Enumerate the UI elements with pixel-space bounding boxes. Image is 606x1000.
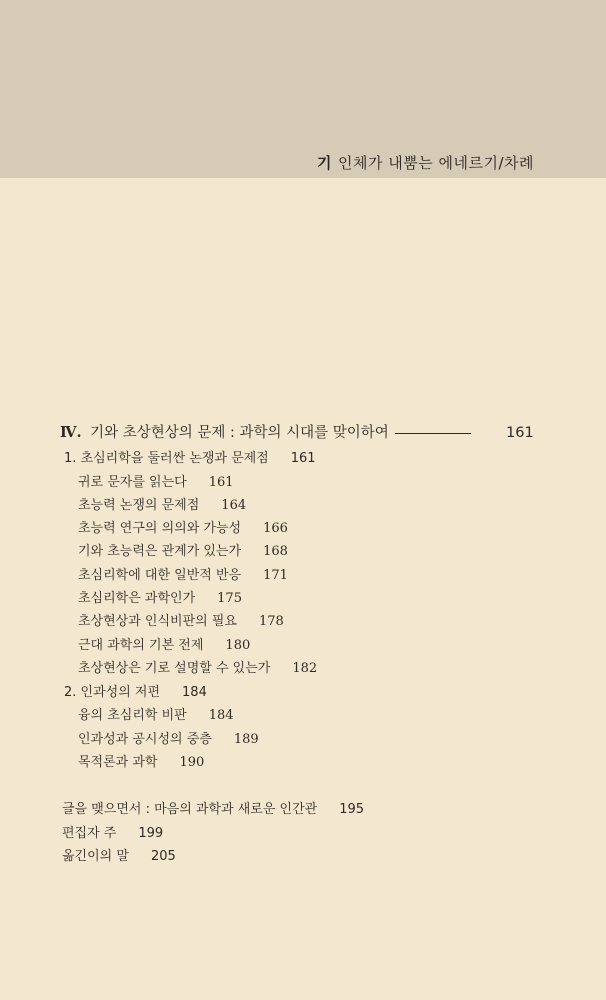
chapter-title: 2. 인과성의 저편 (64, 685, 161, 700)
section-title: 초상현상은 기로 설명할 수 있는가 (78, 661, 271, 676)
toc-section (78, 638, 250, 654)
section-title: 융의 초심리학 비판 (78, 708, 187, 723)
toc-back-matter (62, 826, 163, 842)
toc-section (78, 591, 242, 607)
toc-section (78, 732, 259, 748)
section-title: 기와 초능력은 관계가 있는가 (78, 544, 242, 559)
part-title: 기와 초상현상의 문제 : 과학의 시대를 맞이하여 (90, 425, 389, 441)
running-head-mark: 기 (317, 154, 333, 172)
section-title: 초심리학은 과학인가 (78, 591, 196, 606)
toc-section (78, 708, 234, 724)
chapter-page: 184 (182, 685, 207, 700)
back-matter-page: 195 (339, 802, 365, 817)
toc-part-4 (60, 425, 534, 441)
section-page: 190 (179, 755, 205, 770)
toc-section (78, 544, 288, 560)
back-matter-title: 글을 맺으면서 : 마음의 과학과 새로운 인간관 (62, 802, 318, 817)
section-page: 182 (292, 661, 318, 676)
toc-chapter-1 (64, 451, 316, 467)
toc-section (78, 475, 234, 491)
section-title: 인과성과 공시성의 중층 (78, 732, 212, 747)
toc-chapter-2 (64, 685, 207, 701)
back-matter-title: 편집자 주 (62, 826, 117, 841)
toc-section (78, 614, 284, 630)
section-page: 164 (221, 498, 247, 513)
toc-section (78, 755, 204, 771)
section-title: 근대 과학의 기본 전제 (78, 638, 204, 653)
section-page: 184 (208, 708, 234, 723)
back-matter-title: 옮긴이의 말 (62, 849, 129, 864)
section-title: 목적론과 과학 (78, 755, 158, 770)
section-title: 초능력 논쟁의 문제점 (78, 498, 200, 513)
toc-section (78, 498, 246, 514)
section-page: 161 (208, 475, 234, 490)
toc-back-matter (62, 802, 364, 818)
section-page: 189 (233, 732, 259, 747)
section-page: 180 (225, 638, 251, 653)
back-matter-page: 199 (138, 826, 164, 841)
section-title: 초상현상과 인식비판의 필요 (78, 614, 237, 629)
section-page: 171 (263, 568, 288, 583)
running-head-title: 인체가 내뿜는 에네르기/차례 (338, 154, 534, 172)
toc-section (78, 521, 288, 537)
toc-back-matter (62, 849, 176, 865)
section-page: 166 (263, 521, 288, 536)
dot-leader-line (395, 433, 471, 434)
section-title: 귀로 문자를 읽는다 (78, 475, 187, 490)
section-title: 초심리학에 대한 일반적 반응 (78, 568, 242, 583)
toc-section (78, 661, 317, 677)
chapter-title: 1. 초심리학을 둘러싼 논쟁과 문제점 (64, 451, 269, 466)
section-title: 초능력 연구의 의의와 가능성 (78, 521, 242, 536)
part-numeral: Ⅳ. (60, 424, 82, 441)
section-page: 168 (263, 544, 288, 559)
back-matter-page: 205 (150, 849, 176, 864)
section-page: 175 (217, 591, 242, 606)
part-page: 161 (506, 425, 534, 441)
section-page: 178 (258, 614, 284, 629)
toc-section (78, 568, 288, 584)
chapter-page: 161 (290, 451, 316, 466)
